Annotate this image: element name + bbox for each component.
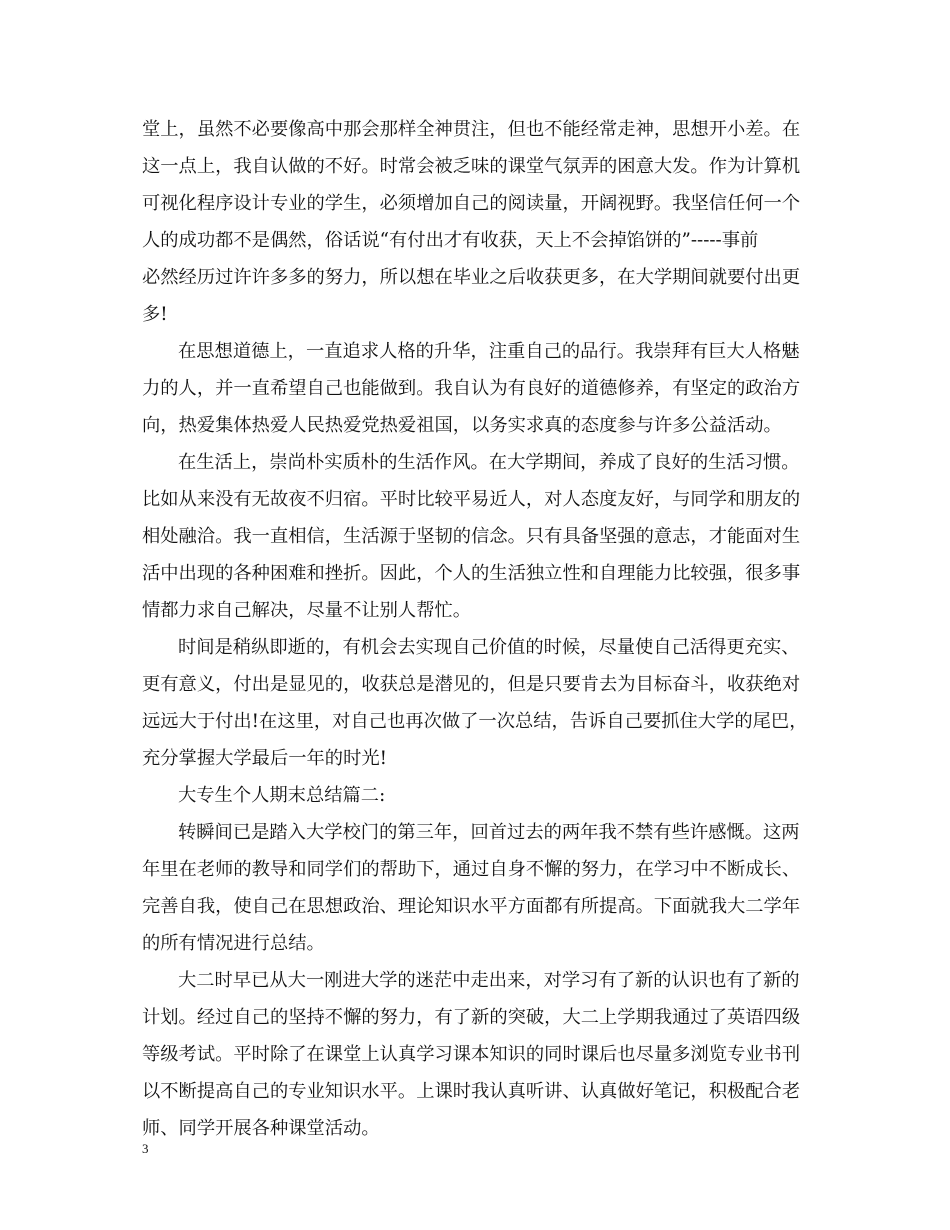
- paragraph-line: 比如从来没有无故夜不归宿。平时比较平易近人，对人态度友好，与同学和朋友的: [142, 489, 801, 510]
- paragraph-line: 时间是稍纵即逝的，有机会去实现自己价值的时候，尽量使自己活得更充实、: [178, 637, 800, 658]
- paragraph-line: 堂上，虽然不必要像高中那会那样全神贯注，但也不能经常走神，思想开小差。在: [142, 119, 801, 140]
- section-heading: 大专生个人期末总结篇二:: [178, 785, 386, 806]
- page-number: 3: [142, 1141, 149, 1156]
- paragraph-line: 在思想道德上，一直追求人格的升华，注重自己的品行。我崇拜有巨大人格魅: [178, 341, 800, 362]
- paragraph-line: 多!: [142, 304, 168, 325]
- paragraph-line: 人的成功都不是偶然，俗话说“有付出才有收获，天上不会掉馅饼的”-----事前: [142, 230, 759, 251]
- paragraph-line: 情都力求自己解决，尽量不让别人帮忙。: [142, 600, 472, 621]
- paragraph-line: 师、同学开展各种课堂活动。: [142, 1118, 380, 1139]
- paragraph-line: 的所有情况进行总结。: [142, 933, 325, 954]
- paragraph-line: 这一点上，我自认做的不好。时常会被乏味的课堂气氛弄的困意大发。作为计算机: [142, 156, 801, 177]
- paragraph-line: 年里在老师的教导和同学们的帮助下，通过自身不懈的努力，在学习中不断成长、: [142, 859, 801, 880]
- paragraph-line: 可视化程序设计专业的学生，必须增加自己的阅读量，开阔视野。我坚信任何一个: [142, 193, 801, 214]
- paragraph-line: 转瞬间已是踏入大学校门的第三年，回首过去的两年我不禁有些许感慨。这两: [178, 822, 800, 843]
- paragraph-line: 大二时早已从大一刚进大学的迷茫中走出来，对学习有了新的认识也有了新的: [178, 970, 800, 991]
- paragraph-line: 向，热爱集体热爱人民热爱党热爱祖国，以务实求真的态度参与许多公益活动。: [142, 415, 782, 436]
- paragraph-line: 计划。经过自己的坚持不懈的努力，有了新的突破，大二上学期我通过了英语四级: [142, 1007, 801, 1028]
- paragraph-line: 相处融洽。我一直相信，生活源于坚韧的信念。只有具备坚强的意志，才能面对生: [142, 526, 801, 547]
- paragraph-line: 以不断提高自己的专业知识水平。上课时我认真听讲、认真做好笔记，积极配合老: [142, 1081, 801, 1102]
- paragraph-line: 等级考试。平时除了在课堂上认真学习课本知识的同时课后也尽量多浏览专业书刊: [142, 1044, 801, 1065]
- paragraph-line: 在生活上，崇尚朴实质朴的生活作风。在大学期间，养成了良好的生活习惯。: [178, 452, 800, 473]
- paragraph-line: 力的人，并一直希望自己也能做到。我自认为有良好的道德修养，有坚定的政治方: [142, 378, 801, 399]
- paragraph-line: 充分掌握大学最后一年的时光!: [142, 748, 388, 769]
- paragraph-line: 远远大于付出!在这里，对自己也再次做了一次总结，告诉自己要抓住大学的尾巴，: [142, 711, 808, 732]
- paragraph-line: 更有意义，付出是显见的，收获总是潜见的，但是只要肯去为目标奋斗，收获绝对: [142, 674, 801, 695]
- paragraph-line: 活中出现的各种困难和挫折。因此，个人的生活独立性和自理能力比较强，很多事: [142, 563, 801, 584]
- paragraph-line: 完善自我，使自己在思想政治、理论知识水平方面都有所提高。下面就我大二学年: [142, 896, 801, 917]
- paragraph-line: 必然经历过许许多多的努力，所以想在毕业之后收获更多，在大学期间就要付出更: [142, 267, 801, 288]
